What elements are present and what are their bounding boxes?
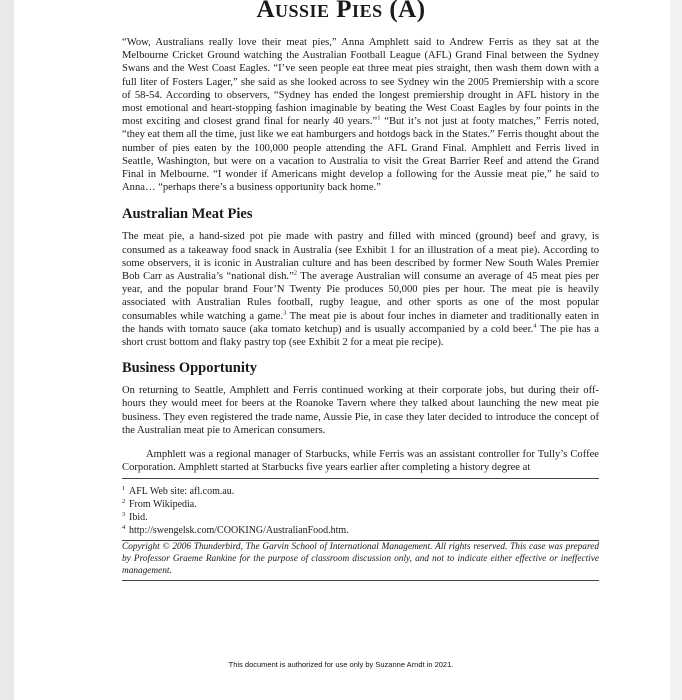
footnote-text: Ibid.: [129, 512, 148, 524]
meat-pies-paragraph: [122, 230, 599, 349]
footnote-ref-1[interactable]: 1: [377, 114, 381, 122]
intro-text: “Wow, Australians really love their meat pies,” Anna Amphlett said to Andrew Ferris as they sat at the Melbourne Cricket Ground watching the Australian Football League (AFL) Grand Final between the Sydney Swans and the West Coast Eagles. “I’ve seen people eat three meat pies straight, then wash them down with a full liter of Fosters Lager,” she said as she looked across to see Sydney win the 2005 Premiership with a score of 58-54. According to observers, “Sydney has ended the longest premiership drought in AFL history in the most emotional and heart-stopping fashion imaginable by beating the West Coast Eagles by four points in the most exciting and closest grand final for nearly 40 years.”: [122, 37, 599, 128]
footnote-number: 3: [122, 511, 126, 519]
intro-paragraph: [122, 36, 599, 194]
footnote-item: [122, 485, 599, 498]
document-body: [122, 36, 599, 581]
copyright-divider-bottom: [122, 580, 599, 581]
footnote-item: [122, 498, 599, 511]
section-heading-meat-pies: Australian Meat Pies: [122, 206, 253, 223]
footnote-text: AFL Web site: afl.com.au.: [129, 486, 235, 498]
meat-pies-text-d: The pie has a short crust bottom and flaky pastry top (see Exhibit 2 for a meat pie recipe).: [122, 323, 599, 349]
right-margin-strip: [670, 0, 682, 700]
footnote-item: [122, 524, 599, 537]
copyright-notice: Copyright © 2006 Thunderbird, The Garvin School of International Management. All rights reserved. This case was prepared by Professor Graeme Rankine for the purpose of classroom discussion only, and not to indicate either effective or ineffective management.: [122, 542, 599, 577]
footnote-text[interactable]: http://swengelsk.com/COOKING/AustralianFood.htm.: [129, 525, 349, 537]
footnote-ref-2[interactable]: 2: [293, 269, 298, 277]
meat-pies-text-b: The average Australian will consume an average of 45 meat pies per year, and the popular brand Four’N Twenty Pie produces 50,000 pies per hour. The meat pie is heavily associated with Australian Rules football, rugby league, and other sports as one of the most popular consumables while watching a game.: [122, 271, 600, 322]
section-heading-business-opportunity: Business Opportunity: [122, 360, 257, 377]
page-title: Aussie Pies (A): [256, 0, 426, 23]
authorization-notice: This document is authorized for use only by Suzanne Arndt in 2021.: [228, 660, 454, 669]
footnote-divider: [122, 478, 599, 479]
business-paragraph-1: On returning to Seattle, Amphlett and Ferris continued working at their corporate jobs, but during their off-hours they would meet for beers at the Roanoke Tavern where they talked about launching the new meat pie business. They even registered the trade name, Aussie Pie, in case they later decided to introduce the concept of the Australian meat pie to American consumers.: [122, 385, 599, 436]
footnote-number: 1: [122, 485, 126, 493]
footnote-item: [122, 511, 599, 524]
footnote-ref-3[interactable]: 3: [283, 309, 287, 317]
meat-pies-text-c: The meat pie is about four inches in diameter and traditionally eaten in the hands with tomato sauce (aka tomato ketchup) and is usually accompanied by a cold beer.: [122, 310, 599, 335]
intro-text-continued: “But it’s not just at footy matches,” Ferris noted, “they eat them all the time, just like we eat hamburgers and hotdogs back in the States.” Ferris thought about the number of pies eaten by the 100,000 people attending the AFL Grand Final. Amphlett and Ferris lived in Seattle, Washington, but were on a vacation to Australia to visit the Great Barrier Reef and attend the Grand Final in Melbourne. “I wonder if Americans might develop a following for the Aussie meat pie,” he said to Anna… “perhaps there’s a business opportunity back home.”: [122, 116, 600, 194]
footnote-number: 4: [122, 524, 126, 532]
left-margin-strip: [0, 0, 14, 700]
footnote-number: 2: [122, 498, 126, 506]
footnote-ref-4[interactable]: 4: [533, 322, 537, 330]
meat-pies-text-a: The meat pie, a hand-sized pot pie made with pastry and filled with minced (ground) beef and gravy, is consumed as a takeaway food snack in Australia (see Exhibit 1 for an illustration of a meat pie). According to some observers, it is iconic in Australian culture and has been described by former New South Wales Premier Bob Carr as Australia’s “national dish.”: [122, 231, 599, 283]
business-paragraph-2: Amphlett was a regional manager of Starbucks, while Ferris was an assistant controller for Tully’s Coffee Corporation. Amphlett started at Starbucks five years earlier after completing a history degree at: [122, 449, 599, 474]
footnote-text: From Wikipedia.: [129, 499, 197, 511]
footnotes-list: [122, 485, 599, 537]
